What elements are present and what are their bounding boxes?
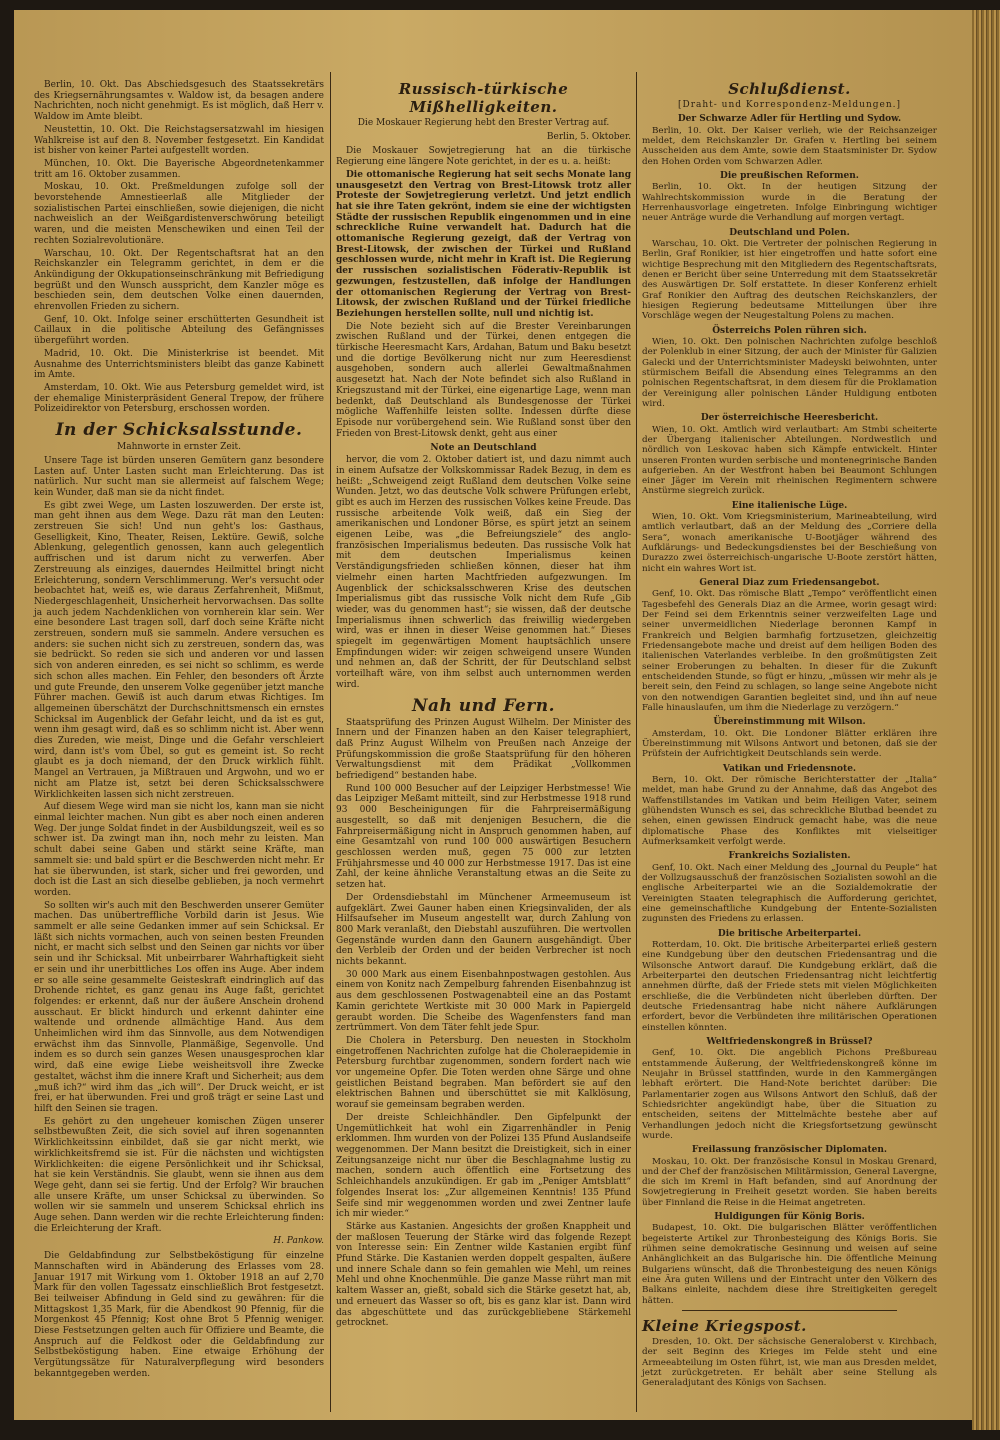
essay-paragraph: So sollten wir's auch mit den Beschwerden unserer Gemüter machen. Das unübertreffliche Vorbild darin ist Jesus. Wie sammelt er alle seine Gedanken immer auf sein Schicksal. Er läßt sich nichts vormachen, auch von seinen besten Freunden nicht, er macht sich selbst und den Seinen gar nichts vor über sein und ihr Schicksal. Mit unbeirrbarer Wahrhaftigkeit sieht er sein und ihr unerbittliches Los offen ins Auge. Aber indem er so alle seine gesammelte Geisteskraft eindringlich auf das Drohende richtet, es ganz genau ins Auge faßt, gerichtet folgendes: er erkennt, daß nur der äußere Anschein drohend ausschaut. Er blickt hindurch und erkennt dahinter eine waltende und ordnende allmächtige Hand. Aus dem Unheimlichen wird ihm das Sinnvolle, aus dem Notwendigen erwächst ihm das Sinnvolle, Planmäßige, Segenvolle. Und indem es so durch sein ganzes Wesen unausgesprochen klar wird, daß eine ewige Liebe weisheitsvoll ihre Zwecke gestaltet, wächst ihm die innere Kraft und Sicherheit; aus dem „muß ich?“ wird ihm das „ich will“. Der Druck weicht, er ist frei, er hat überwunden. Frei und groß trägt er seine Last und hilft den Seinen sie tragen. [34,900,324,1114]
item-heading: Der Schwarze Adler für Hertling und Sydow. [677,114,902,125]
news-item: Die Geldabfindung zur Selbstbeköstigung für einzelne Mannschaften wird in Abänderung des Erlasses vom 28. Januar 1917 mit Wirkung vom 1. Oktober 1918 an auf 2,70 Mark für den vollen Tagessatz einschließlich Brot festgesetzt. Bei teilweiser Abfindung in Geld sind zu gewähren: für die Mittagskost 1,35 Mark, für die Abendkost 90 Pfennig, für die Morgenkost 45 Pfennig; Kost ohne Brot 5 Pfennig weniger. Diese Festsetzungen gelten auch für Offiziere und Beamte, die Anspruch auf die Feldkost oder die Geldabfindung zur Selbstbeköstigung haben. Eine etwaige Erhöhung der Vergütungssätze für Naturalverpflegung wird besonders bekanntgegeben werden. [34,1251,324,1379]
news-item: Berlin, 10. Okt. Der Kaiser verlieh, wie der Reichsanzeiger meldet, dem Reichskanzler Dr. Grafen v. Hertling bei seinem Ausscheiden aus dem Amte, sowie dem Staatsminister Dr. Sydow den Hohen Orden vom Schwarzen Adler. [642,125,937,167]
item-heading: Die britische Arbeiterpartei. [717,928,862,939]
column-rule [330,72,331,1412]
news-item: Dresden, 10. Okt. Der sächsische Generaloberst v. Kirchbach, der seit Beginn des Krieges im Felde steht und eine Armeeabteilung im Osten führt, ist, wie man aus Dresden meldet, jetzt zurückgetreten. Er behält aber seine Stellung als Generaladjutant des Königs von Sachsen. [642,1337,937,1389]
section-divider [682,1310,897,1311]
news-item: Der Ordensdiebstahl im Münchener Armeemuseum ist aufgeklärt. Zwei Gauner haben einen Kriegsinvaliden, der als Hilfsaufseher im Museum angestellt war, durch Zahlung von 800 Mark veranlaßt, den Diebstahl auszuführen. Die wertvollen Gegenstände wurden dann den Gaunern ausgehändigt. Über den Verbleib der Orden und der beiden Verbrecher ist noch nichts bekannt. [336,892,631,968]
column-middle [336,80,631,1331]
essay-paragraph: Unsere Tage ist bürden unseren Gemütern ganz besondere Lasten auf. Unter Lasten sucht man Erleichterung. Das ist natürlich. Nur sucht man sie allermeist auf falschem Wege; kein Wunder, daß man sie da nicht findet. [34,455,324,498]
news-item: Wien, 10. Okt. Vom Kriegsministerium, Marineabteilung, wird amtlich verlautbart, daß an der Meldung des „Corriere della Sera“, wonach amerikanische U-Bootjäger während des Aufklärungs- und Bedeckungsdienstes bei der Beschießung von Durazzo zwei österreichisch-ungarische U-Boote zerstört hätten, nicht ein wahres Wort ist. [642,512,937,574]
article-paragraph: Die ottomanische Regierung hat seit sechs Monate lang unausgesetzt den Vertrag von Brest-Litowsk trotz aller Proteste der Sowjetregierung verletzt. Und jetzt endlich hat sie ihre Taten gekrönt, indem sie eine der wichtigsten Städte der russischen Republik eingenommen und in eine schreckliche Ruine verwandelt hat. Dadurch hat die ottomanische Regierung gezeigt, daß der Vertrag von Brest-Litowsk, der zwischen der Türkei und Rußland geschlossen wurde, nicht mehr in Kraft ist. Die Regierung der russischen sozialistischen Föderativ-Republik ist gezwungen, festzustellen, daß infolge der Handlungen der ottomanischen Regierung der Vertrag von Brest-Litowsk, der zwischen Rußland und der Türkei friedliche Beziehungen herstellen sollte, null und nichtig ist. [336,169,631,319]
news-item: Moskau, 10. Okt. Der französische Konsul in Moskau Grenard, und der Chef der französischen Militärmission, General Lavergne, die sich im Kreml in Haft befanden, sind auf Anordnung der Sowjetregierung in Freiheit gesetzt worden. Sie haben bereits über Finnland die Reise in die Heimat angetreten. [642,1156,937,1208]
news-item: Genf, 10. Okt. Das römische Blatt „Tempo“ veröffentlicht einen Tagesbefehl des Generals Diaz an die Armee, worin gesagt wird: Der Feind sei dem Erkenntnis seiner verzweifelten Lage und seiner unvermeidlichen Niederlage beronnen Kampf in Frankreich und Belgien barmhafig fortzusetzen, gleichzeitig Friedensangebote mache und dreist auf dem heiligen Boden des italienischen Vaterlandes verbleibe. In den großmütigsten Zeit seiner Eroberungen zu behalten. In dieser für die Zukunft entscheidenden Stunde, so fügt er hinzu, „müssen wir mehr als je bereit sein, den Feind zu schlagen, so lange seine Angebote nicht von den notwendigen Garantien begleitet sind, und ihn auf neue Falle hinauslaufen, um ihm die Niederlage zu verzögern.“ [642,589,937,714]
news-item: Amsterdam, 10. Okt. Die Londoner Blätter erklären ihre Übereinstimmung mit Wilsons Antwort und betonen, daß sie der Prüfstein der Aufrichtigkeit Deutschlands sein werde. [642,728,937,760]
news-item: Wien, 10. Okt. Den polnischen Nachrichten zufolge beschloß der Polenklub in einer Sitzung, der auch der Minister für Galizien Galecki und der Unterrichtsminister Madeyski beiwohnten, unter stürmischem Beifall die Absendung eines Telegramms an den polnischen Regentschaftsrat, in dem diesem für die Proklamation der Vereinigung aller polnischen Länder Huldigung entboten wird. [642,336,937,409]
article-paragraph: hervor, die vom 2. Oktober datiert ist, und dazu nimmt auch in einem Aufsatze der Volkskommissar Radek Bezug, in dem es heißt: „Schweigend zeigt Rußland dem deutschen Volke seine Wunden. Jetzt, wo das deutsche Volk schwere Prüfungen erlebt, gibt es auch im Herzen des russischen Volkes keine Freude. Das russische arbeitende Volk weiß, daß ein Sieg der amerikanischen und Londoner Börse, es spürt jetzt an seinem eigenen Leibe, was „die Befreiungsziele“ des anglo-französischen Imperialismus bedeuten. Das russische Volk hat mit dem deutschen Imperialismus keinen Verständigungsfrieden schließen können, dieser hat ihm vielmehr einen harten Machtfrieden aufgezwungen. Im Augenblick der schicksalsschweren Krise des deutschen Imperialismus gibt das russische Volk nicht dem Rufe „Gib wieder, was du genommen hast“; sie wissen, daß der deutsche Imperialismus ihnen schwerlich das freiwillig wiedergeben wird, was er ihnen in dieser Weise genommen hat.“ Dieses spiegelt im gegenwärtigen Moment hauptsächlich unsere Empfindungen wider: wir zeigen schweigend unsere Wunden und nehmen an, daß der Schritt, der für Deutschland selbst vorteilhaft wäre, von ihm selbst auch unternommen werden wird. [336,455,631,690]
item-heading: Weltfriedenskongreß in Brüssel? [706,1036,873,1047]
article-paragraph: Die Moskauer Sowjetregierung hat an die türkische Regierung eine längere Note gerichtet, in der es u. a. heißt: [336,146,631,168]
news-item: Madrid, 10. Okt. Die Ministerkrise ist beendet. Mit Ausnahme des Unterrichtsministers bleibt das ganze Kabinett im Amte. [34,348,324,381]
column-left [34,80,324,1382]
page-stack-edge [972,10,1000,1430]
news-item: Wien, 10. Okt. Amtlich wird verlautbart: Am Stmbi scheiterte der Übergang italienischer Abteilungen. Nordwestlich und nördlich von Leskovac haben sich Kämpfe entwickelt. Hinter unseren Fronten wurden serbische und montenegrinische Banden aufgerieben. An der Westfront haben bei Beaumont Schlungen einer Jäger im Verein mit rheinischen Regimentern schwere Anstürme siegreich zurück. [642,424,937,497]
news-item: Warschau, 10. Okt. Die Vertreter der polnischen Regierung in Berlin, Graf Ronikier, ist hier eingetroffen und hatte sofort eine wichtige Besprechung mit den Mitgliedern des Regentschaftsrats, denen er Bericht über seine Unterredung mit dem Staatssekretär des Auswärtigen Dr. Solf erstattete. In dieser Konferenz erhielt Graf Ronikier den Auftrag des deutschen Reichskanzlers, der hiesigen Regierung bedeutsame Mitteilungen über ihre Vorschläge wegen der Neugestaltung Polens zu machen. [642,238,937,322]
item-heading: Österreichs Polen rühren sich. [712,325,867,336]
news-item: Warschau, 10. Okt. Der Regentschaftsrat hat an den Reichskanzler ein Telegramm gerichtet, in dem er die Ankündigung der Okkupationseinschränkung mit Befriedigung begrüßt und den Wunsch ausspricht, dem Kanzler möge es beschieden sein, dem deutschen Volke einen dauernden, ehrenvollen Frieden zu sichern. [34,248,324,313]
article-subhead: Note an Deutschland [430,443,537,454]
item-heading: Der österreichische Heeresbericht. [700,413,879,424]
article-subhead: Die Moskauer Regierung hebt den Brester Vertrag auf. [357,118,610,128]
author-signature: H. Pankow. [273,1236,324,1247]
item-heading: Freilassung französischer Diplomaten. [691,1145,888,1156]
news-item: Rotterdam, 10. Okt. Die britische Arbeiterpartei erließ gestern eine Kundgebung über den deutschen Friedensantrag und die Wilsonsche Antwort darauf. Die Kundgebung erklärt, daß die Arbeiterpartei den deutschen Friedensantrag nicht leichtfertig annehmen dürfte, daß der Friede stets mit vielen Möglichkeiten erschließe, die die Verbündeten nicht überleben dürften. Der deutsche Friedensantrag habe nicht nähere Aufklärungen erfordert, bevor die Verbündeten ihre militärischen Operationen einstellen könnten. [642,939,937,1033]
section-dek: [Draht- und Korrespondenz-Meldungen.] [677,100,902,110]
dateline: Berlin, 5. Oktober. [546,131,631,142]
news-item: Stärke aus Kastanien. Angesichts der großen Knappheit und der maßlosen Teuerung der Stärke wird das folgende Rezept von Interesse sein: Ein Zentner wilde Kastanien ergibt fünf Pfund Stärke. Die Kastanien werden doppelt gespalten, äußere und innere Schale dann so fein gemahlen wie Mehl, um reines Mehl und ohne Knochenmühle. Die ganze Masse rührt man mit kaltem Wasser an, gießt, sobald sich die Stärke gesetzt hat, ab, und erneuert das Wasser so oft, bis es ganz klar ist. Dann wird das abgeschüttete und das zurückgebliebene Stärkemehl getrocknet. [336,1221,631,1329]
item-heading: Deutschland und Polen. [729,227,850,238]
essay-paragraph: Es gibt zwei Wege, um Lasten loszuwerden. Der erste ist, man geht ihnen aus dem Wege. Dazu rät man den Leuten: zerstreuen Sie sich! Und nun geht's los: Gasthaus, Geselligkeit, Kino, Theater, Reisen, Lektüre. Gewiß, solche Ablenkung, gelegentlich genossen, kann auch gelegentlich auffrischen und ist darum nicht zu verwerfen. Aber Zerstreuung als einziges, dauerndes Heilmittel bringt nicht Erleichterung, sondern Verschlimmerung. Wer's versucht oder beobachtet hat, weiß es, wie daraus Zerfahrenheit, Mißmut, Niedergeschlagenheit, Unsicherheit hervorwachsen. Das sollte ja auch jedem Nachdenklichen von vornherein klar sein. Wer eine besondere Last tragen soll, darf doch seine Kräfte nicht zerstreuen, sondern muß sie sammeln. Andere versuchen es anders: sie suchen nicht sich zu zerstreuen, sondern das, was sie bedrückt. So reden sie sich und anderen vor und lassen sich von anderen einreden, es sei nicht so schlimm, es werde sich schon alles machen. Ein Fehler, den besonders oft Ärzte und gute Freunde, den unserem Volke gegenüber jetzt manche Führer machen. Gewiß ist auch darum etwas Richtiges. Im allgemeinen überschätzt der Durchschnittsmensch ein ernstes Schicksal im Augenblick der Gefahr leicht, und da ist es gut, wenn ihm gesagt wird, daß es so schlimm nicht ist. Aber wenn dies Zureden, wie meist, Dinge und die Gefahr verschleiert wird, dann ist's vom Übel, so gut es gemeint ist. So recht glaubt es ja doch niemand, der den Druck wirklich fühlt. Mangel an Vertrauen, ja Mißtrauen und Argwohn, und wo er nicht am Platze ist, setzt bei deren Schicksalsschwere Wirklichkeiten lassen sich nicht zerstreuen. [34,500,324,800]
news-item: Rund 100 000 Besucher auf der Leipziger Herbstmesse! Wie das Leipziger Meßamt mitteilt, sind zur Herbstmesse 1918 rund 93 000 Bescheinigungen für die Fahrpreisermäßigung ausgestellt, so daß mit denjenigen Besuchern, die die Fahrpreisermäßigung nicht in Anspruch genommen haben, auf eine Gesamtzahl von rund 100 000 auswärtigen Besuchern geschlossen werden muß, gegen 75 000 zur letzten Frühjahrsmesse und 40 000 zur Herbstmesse 1917. Das ist eine Zahl, der keine ähnliche Veranstaltung etwas an die Seite zu setzen hat. [336,783,631,891]
news-item: Berlin, 10. Okt. Das Abschiedsgesuch des Staatssekretärs des Kriegsernährungsamtes v. Waldow ist, da besagen andere Nachrichten, noch nicht genehmigt. Es ist möglich, daß Herr v. Waldow im Amte bleibt. [34,80,324,123]
news-item: Budapest, 10. Okt. Die bulgarischen Blätter veröffentlichen begeisterte Artikel zur Thronbesteigung des Königs Boris. Sie rühmen seine demokratische Gesinnung und weisen auf seine Anhänglichkeit an das Bulgarische hin. Die öffentliche Meinung Bulgariens wünscht, daß die Thronbesteigung des neuen Königs eine Ära guten Willens und der Eintracht unter den Völkern des Balkans einleite, nachdem diese ihre Streitigkeiten geregelt hätten. [642,1223,937,1306]
essay-paragraph: Auf diesem Wege wird man sie nicht los, kann man sie nicht einmal leichter machen. Nun gibt es aber noch einen anderen Weg. Der junge Soldat findet in der Ausbildungszeit, weil es so schwer ist. Da zwingt man ihn, noch mehr zu leisten. Man schult dabei seine Gaben und stärkt seine Kräfte, man sammelt sie: und bald spürt er die Beschwerden nicht mehr. Er hat sie überwunden, ist stark, sicher und frei geworden, und doch ist die Last an sich dieselbe geblieben, ja noch vermehrt worden. [34,802,324,898]
news-item: Berlin, 10. Okt. In der heutigen Sitzung der Wahlrechtskommission wurde in die Beratung der Herrenhausvorlage eingetreten. Infolge Einbringung wichtiger neuer Anträge wurde die Verhandlung auf morgen vertagt. [642,182,937,224]
article-subhead: Mahnworte in ernster Zeit. [116,442,242,453]
news-item: Bern, 10. Okt. Der römische Berichterstatter der „Italia“ meldet, man habe Grund zu der Annahme, daß das Angebot des Waffenstillstandes im Vatikan und beim Heiligen Vater, seinem glühendsten Wunsch es sei, das schreckliche Blutbad beendet zu sehen, einen gewissen Eindruck gemacht habe, was die neue diplomatische Phase des Konfliktes mit vielseitiger Aufmerksamkeit verfolgt werde. [642,775,937,847]
item-heading: Vatikan und Friedensnote. [722,763,857,774]
item-heading: Die preußischen Reformen. [720,170,859,181]
news-item: Staatsprüfung des Prinzen August Wilhelm. Der Minister des Innern und der Finanzen haben an den Kaiser telegraphiert, daß Prinz August Wilhelm von Preußen nach Anzeige der Prüfungskommission die große Staatsprüfung für den höheren Verwaltungsdienst mit dem Prädikat „Vollkommen befriedigend“ bestanden habe. [336,717,631,782]
newspaper-page [14,10,972,1420]
column-rule [636,72,637,1412]
item-heading: Frankreichs Sozialisten. [728,851,851,862]
news-item: Die Cholera in Petersburg. Den neuesten in Stockholm eingetroffenen Nachrichten zufolge hat die Choleraepidemie in Petersburg furchtbar zugenommen, sondern fordert nach wie vor ungemeine Opfer. Die Toten werden ohne Särge und ohne geistlichen Beistand begraben. Man befördert sie auf den elektrischen Bahnen und überschüttet sie mit Kalklösung, worauf sie gemeinsam begraben werden. [336,1035,631,1111]
section-headline: Kleine Kriegspost. [642,1317,807,1336]
article-headline: In der Schicksalsstunde. [55,420,303,441]
item-heading: Huldigungen für König Boris. [714,1212,865,1223]
news-item: München, 10. Okt. Die Bayerische Abgeordnetenkammer tritt am 16. Oktober zusammen. [34,158,324,180]
news-item: Der dreiste Schleichhändler. Den Gipfelpunkt der Ungemütlichkeit hat wohl ein Zigarrenhändler in Penig erklommen. Ihm wurden von der Polizei 135 Pfund Auslandseife weggenommen. Der Mann besitzt die Dreistigkeit, sich in einer Zeitungsanzeige nicht nur über die Beschlagnahme lustig zu machen, sondern auch öffentlich eine Fortsetzung des Schleichhandels anzukündigen. Er gab im „Peniger Amtsblatt“ folgendes Inserat los: „Zur allgemeinen Kenntnis! 135 Pfund Seife sind mir weggenommen worden und zwei Zentner laufe ich mir wieder.“ [336,1112,631,1220]
item-heading: Übereinstimmung mit Wilson. [713,717,866,728]
article-headline: Russisch-türkische Mißhelligkeiten. [398,80,569,116]
article-paragraph: Die Note bezieht sich auf die Brester Vereinbarungen zwischen Rußland und der Türkei, denen entgegen die türkische Heeresmacht Kars, Ardahan, Batum und Baku besetzt und die dortige Bevölkerung nicht nur zum Heeresdienst ausgehoben, sondern auch allerlei Gewaltmaßnahmen ausgesetzt hat. Nach der Note befindet sich also Rußland in Kriegszustand mit der Türkei, eine eigenartige Lage, wenn man bedenkt, daß Deutschland als Bundesgenosse der Türkei mögliche Waffenhilfe leisten sollte. Indessen dürfte diese Episode nur vorübergehend sein. Wie Rußland sonst über den Frieden von Brest-Litowsk denkt, geht aus einer [336,321,631,439]
news-item: Amsterdam, 10. Okt. Wie aus Petersburg gemeldet wird, ist der ehemalige Ministerpräsident General Trepow, der frühere Polizeidirektor von Petersburg, erschossen worden. [34,382,324,415]
item-heading: General Diaz zum Friedensangebot. [699,578,880,589]
news-item: Genf, 10. Okt. Die angeblich Pichons Preßbureau entstammende Äußerung, der Weltfriedenskongreß könne im Neujahr in Brüssel stattfinden, wurde in den Kammergängen lebhaft erörtert. Die Hand-Note berichtet darüber: Die Parlamentarier zogen aus Wilsons Antwort den Schluß, daß der Schiedsrichter angekündigt habe, über die Situation zu entscheiden, seitens der Mittelmächte bestehe aber auf Verhandlungen jedoch nicht die Kriegsfortsetzung gewünscht wurde. [642,1048,937,1141]
news-item: 30 000 Mark aus einem Eisenbahnpostwagen gestohlen. Aus einem von Konitz nach Zempelburg fahrenden Eisenbahnzug ist aus dem geschlossenen Postwagenabteil eine an das Postamt Kamin gerichtete Wertkiste mit 30 000 Mark in Papiergeld geraubt worden. Die Scheibe des Wagenfensters fand man zertrümmert. Von dem Täter fehlt jede Spur. [336,969,631,1034]
column-right [642,80,937,1391]
essay-paragraph: Es gehört zu den ungeheuer komischen Zügen unserer selbstbewußten Zeit, die sich soviel auf ihren sogenannten Wirklichkeitssinn einbildet, daß sie gar nicht merkt, wie wirklichkeitsfremd sie ist. Für die nächsten und wichtigsten Wirklichkeiten: die eigene Persönlichkeit und ihr Schicksal, hat sie kein Verständnis. Sie glaubt, wenn sie ihnen aus dem Wege geht, dann sei sie fertig. Und der Erfolg? Wir brauchen alle unsere Kräfte, um unser Schicksal zu überwinden. So wollen wir sie sammeln und unserem Schicksal ehrlich ins Auge sehen. Dann werden wir die rechte Erleichterung finden: die Erleichterung der Kraft. [34,1116,324,1234]
news-item: Genf, 10. Okt. Infolge seiner erschütterten Gesundheit ist Caillaux in die politische Abteilung des Gefängnisses übergeführt worden. [34,314,324,347]
item-heading: Eine italienische Lüge. [731,500,848,511]
section-headline: Nah und Fern. [411,695,556,716]
news-item: Neustettin, 10. Okt. Die Reichstagsersatzwahl im hiesigen Wahlkreise ist auf den 8. November festgesetzt. Ein Kandidat ist bisher von keiner Partei aufgestellt worden. [34,124,324,157]
news-item: Moskau, 10. Okt. Preßmeldungen zufolge soll der bevorstehende Amnestieerlaß alle Mitglieder der sozialistischen Partei einschließen, sowie diejenigen, die nicht nachweislich an der Weißgardistenverschwörung beteiligt waren, und die meisten Menschewiken und einen Teil der rechten Sozialrevolutionäre. [34,182,324,246]
news-item: Genf, 10. Okt. Nach einer Meldung des „Journal du Peuple“ hat der Vollzugsausschuß der französischen Sozialisten sowohl an die englische Arbeiterpartei wie an die Sozialdemokratie der Vereinigten Staaten telegraphisch die Aufforderung gerichtet, eine gemeinschaftliche Kundgebung der Entente-Sozialisten zugunsten des Friedens zu erlassen. [642,862,937,925]
section-headline: Schlußdienst. [728,80,851,98]
